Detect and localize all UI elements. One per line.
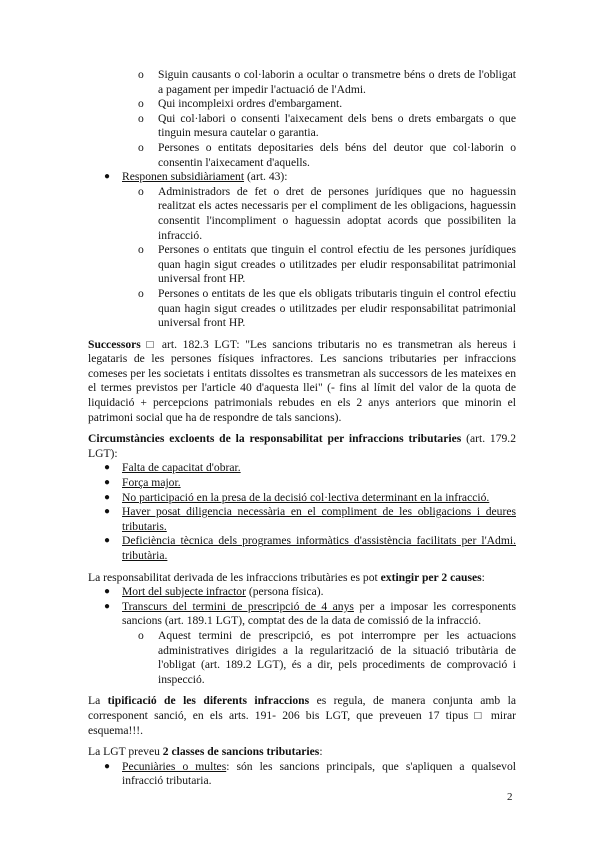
circle-bullet: o (138, 628, 144, 642)
subsidiaris-title: Responen subsidiàriament (122, 170, 245, 184)
page-content (88, 68, 516, 789)
dot-bullet: ● (104, 477, 111, 489)
dot-bullet: ● (104, 535, 111, 547)
list-item: ● Responen subsidiàriament (art. 43): (104, 170, 288, 184)
circumstancies-heading: Circumstàncies excloents de la responsabilitat per infraccions tributaries (art. 179.2 LGT): (88, 432, 517, 460)
circle-bullet: o (138, 111, 144, 125)
circle-bullet: o (138, 68, 144, 81)
list-item: ● No participació en la presa de la decisió col·lectiva determinant en la infracció. (104, 490, 490, 504)
circle-bullet: o (138, 184, 144, 198)
list-item: o Persones o entitats de les que els obligats tributaris tinguin el control efectiu quan hagin sigut creades o utilitzades per eludir responsabilitat patrimonial universal front HP. (138, 286, 516, 330)
circle-bullet: o (138, 243, 144, 257)
list-item: ● Transcurs del termini de prescripció de 4 anys per a imposar les corresponents sancions (art. 189.1 LGT), comptat des de la data de comissió de la infracció. (104, 599, 517, 628)
extingir-list (88, 585, 516, 629)
list-item: o Qui incompleixi ordres d'embargament. (138, 97, 343, 111)
list-item: o Aquest termini de prescripció, es pot interrompre per les actuacions administratives dirigides a la regularització de la situació tributària de l'obligat (art. 189.2 LGT), és a dir, pels procediments de comprovació i inspecció. (138, 628, 516, 686)
list-item: ● Falta de capacitat d'obrar. (104, 461, 241, 475)
top-sublist (88, 68, 516, 170)
list-item: o Persones o entitats depositaries dels béns del deutor que col·laborin o consentin l'aixecament d'aquells. (138, 140, 516, 169)
circumstancies-list (88, 461, 516, 563)
list-item: ● Mort del subjecte infractor (persona física). (104, 585, 324, 599)
extingir-paragraph: La responsabilitat derivada de les infraccions tributàries es pot extingir per 2 causes: (88, 570, 485, 584)
circle-bullet: o (138, 140, 144, 154)
extingir-sublist (88, 629, 516, 687)
list-item: ● Deficiència tècnica dels programes informàtics d'assistència facilitats per l'Admi. tributària. (104, 534, 516, 562)
classes-paragraph: La LGT preveu 2 classes de sancions tributaries: (88, 745, 323, 759)
circle-bullet: o (138, 97, 144, 111)
list-item: ● Pecuniàries o multes: són les sancions principals, que s'apliquen a qualsevol infracció tributaria. (104, 759, 516, 788)
list-item: ● Força major. (104, 476, 181, 490)
dot-bullet: ● (104, 506, 111, 518)
dot-bullet: ● (104, 586, 111, 598)
list-item: ● Haver posat diligencia necessària en el compliment de les obligacions i deures tributaris. (104, 505, 516, 533)
circle-bullet: o (138, 286, 144, 300)
dot-bullet: ● (104, 491, 111, 503)
classes-list (88, 760, 516, 789)
dot-bullet: ● (104, 462, 111, 474)
subsidiaris-sublist (88, 185, 516, 331)
list-item: o Persones o entitats que tinguin el control efectiu de les persones jurídiques quan hagin sigut creades o utilitzades per eludir responsabilitat patrimonial universal front HP. (138, 243, 516, 286)
dot-bullet: ● (104, 171, 111, 183)
list-item: o Administradors de fet o dret de persones jurídiques que no haguessin realitzat els actes necessaris per el compliment de les obligacions, haguessin consentit l'incompliment o haguessin adoptat acords que possibiliten la infracció. (138, 184, 516, 242)
dot-bullet: ● (104, 760, 111, 772)
subsidiaris-list (88, 170, 516, 185)
tipificacio-paragraph: La tipificació de les diferents infraccions es regula, de manera conjunta amb la corresponent sanció, en els arts. 191- 206 bis LGT, que preveuen 17 tipus □ mirar esquema!!!. (88, 694, 516, 737)
successors-paragraph: Successors □ art. 182.3 LGT: "Les sancions tributaris no es transmetran als hereus i legataris de les persones físiques infractores. Les sancions tributaries per infraccions comeses per les societats i entitats dissoltes es transmetran als successors de les mateixes en el termes previstos per l'article 40 d'aquesta llei" (- fins al límit del valor de la quota de liquidació + percepcions patrimonials rebudes en els 2 anys anteriors que minorin el patrimoni social que ha de respondre de tals sancions). (88, 337, 516, 424)
arrow-icon: □ (140, 337, 162, 351)
list-item: o Siguin causants o col·laborin a ocultar o transmetre béns o drets de l'obligat a pagament per impedir l'actuació de l'Admi. (138, 68, 516, 96)
list-item: o Qui col·labori o consenti l'aixecament dels bens o drets embargats o que tinguin mesura cautelar o garantia. (138, 111, 516, 140)
page-number: 2 (507, 791, 513, 803)
dot-bullet: ● (104, 600, 111, 612)
